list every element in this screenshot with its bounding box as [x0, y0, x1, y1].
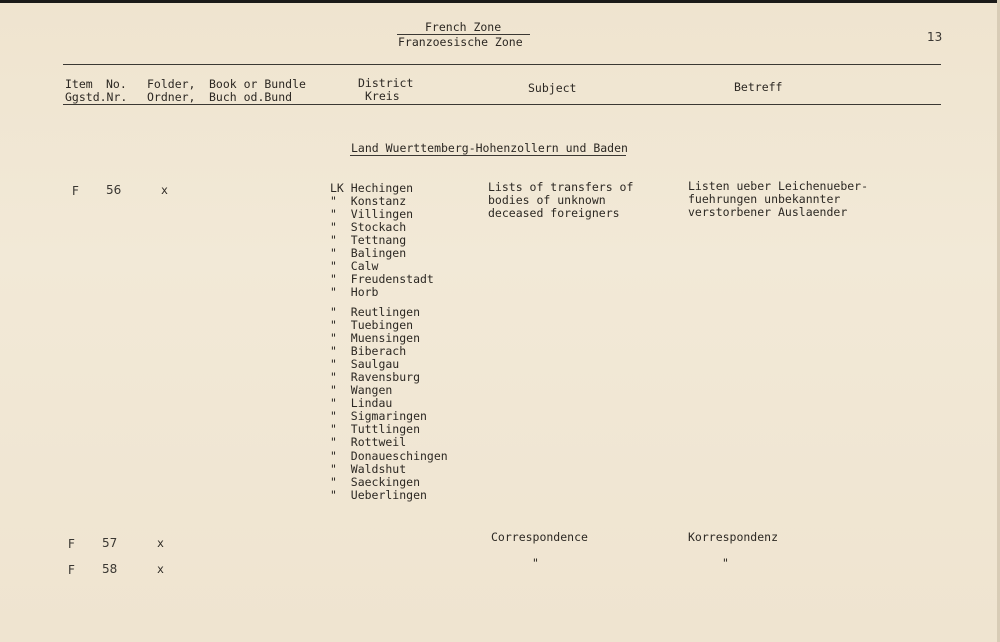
- col-kreis-label: Kreis: [365, 89, 400, 103]
- entry-subject: Correspondence: [491, 530, 588, 544]
- col-folder-label: Folder,: [147, 77, 196, 91]
- col-book-label: Book or Bundle: [209, 77, 306, 91]
- col-subject-label: Subject: [528, 81, 577, 95]
- entry-betreff: Listen ueber Leichenueber- fuehrungen unbekannter verstorbener Auslaender: [688, 179, 869, 220]
- entry-number: 57: [102, 536, 118, 550]
- entry-prefix: F: [72, 184, 79, 198]
- entry-number: 56: [106, 183, 122, 197]
- entry-folder-mark: x: [161, 183, 168, 197]
- zone-title-de: Franzoesische Zone: [398, 35, 523, 49]
- entry-number: 58: [102, 562, 118, 576]
- header-rule-bottom: [63, 104, 941, 105]
- entry-prefix: F: [68, 537, 75, 551]
- col-buch-label: Buch od.Bund: [209, 90, 293, 104]
- col-district-label: District: [358, 76, 414, 90]
- zone-title-en: French Zone: [425, 20, 502, 34]
- entry-betreff: Korrespondenz: [688, 530, 779, 544]
- section-title-underline: [350, 155, 626, 156]
- scan-top-border: [0, 0, 1000, 3]
- section-title: Land Wuerttemberg-Hohenzollern und Baden: [351, 141, 628, 155]
- entry-folder-mark: x: [157, 562, 164, 576]
- entry-betreff-ditto: ": [722, 556, 729, 570]
- header-rule-top: [63, 64, 941, 65]
- district-list: LK Hechingen " Konstanz " Villingen " Stockach " Tettnang " Balingen " Calw " Freudenstadt " Horb: [330, 181, 434, 300]
- page-number: 13: [927, 30, 943, 44]
- district-list-continued: " Reutlingen " Tuebingen " Muensingen " Biberach " Saulgau " Ravensburg " Wangen " Lindau " Sigmaringen " Tuttlingen " Rottweil " Donaueschingen " Waldshut " Saeckingen " Ueberlingen: [330, 305, 448, 502]
- col-ggstd-label: Ggstd.Nr.: [65, 90, 128, 104]
- entry-folder-mark: x: [157, 536, 164, 550]
- col-no-label: No.: [106, 77, 127, 91]
- col-ordner-label: Ordner,: [147, 90, 196, 104]
- col-betreff-label: Betreff: [734, 80, 783, 94]
- entry-subject-ditto: ": [532, 556, 539, 570]
- col-item-label: Item: [65, 77, 93, 91]
- entry-prefix: F: [68, 563, 75, 577]
- entry-subject: Lists of transfers of bodies of unknown deceased foreigners: [488, 180, 634, 221]
